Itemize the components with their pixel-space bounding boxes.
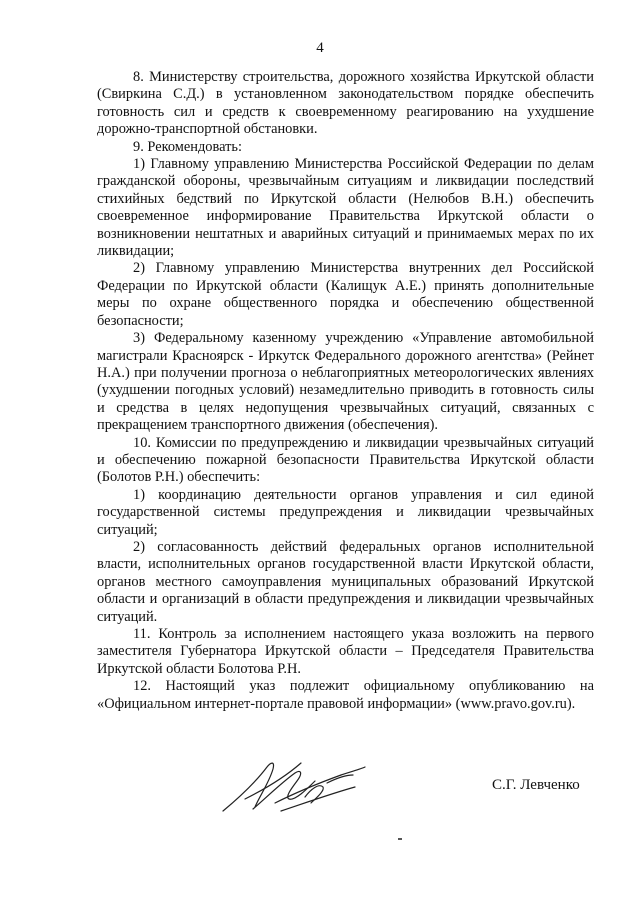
paragraph-11: 11. Контроль за исполнением настоящего указа возложить на первого заместителя Губернатора Иркутской области – Председателя Правительства Иркутской области Болотова Р.Н. [97, 626, 594, 677]
paragraph-9: 9. Рекомендовать: [133, 138, 242, 155]
handwritten-signature [215, 753, 385, 823]
page-number: 4 [316, 40, 324, 56]
signer-name: С.Г. Левченко [492, 777, 580, 793]
paragraph-9-1: 1) Главному управлению Министерства Российской Федерации по делам гражданской обороны, чрезвычайным ситуациям и ликвидации последствий стихийных бедствий по Иркутской области (Нелюбов В.Н.) обеспечить своевременное информирование Правительства Иркутской области о возникновении нештатных и аварийных ситуаций и принимаемых мерах по их ликвидации; [97, 156, 594, 260]
paragraph-10: 10. Комиссии по предупреждению и ликвидации чрезвычайных ситуаций и обеспечению пожарной безопасности Правительства Иркутской области (Болотов Р.Н.) обеспечить: [97, 434, 594, 486]
paragraph-9-3: 3) Федеральному казенному учреждению «Управление автомобильной магистрали Красноярск - Иркутск Федерального дорожного агентства» (Рейнет Н.А.) при получении прогноза о неблагоприятных метеорологических явлениях (ухудшении погодных условий) незамедлительно приводить в готовность силы и средства в целях недопущения чрезвычайных ситуаций, связанных с прекращением транспортного движения (обеспечения). [97, 330, 594, 434]
paragraph-10-2: 2) согласованность действий федеральных органов исполнительной власти, исполнительных органов государственной власти Иркутской области, органов местного самоуправления муниципальных образований Иркутской области и организаций в области предупреждения и ликвидации чрезвычайных ситуаций. [97, 538, 594, 625]
signature-icon [215, 753, 385, 823]
scan-artifact [398, 838, 402, 840]
paragraph-8: 8. Министерству строительства, дорожного хозяйства Иркутской области (Свиркина С.Д.) в установленном законодательством порядке обеспечить готовность сил и средств к своевременному реагированию на ухудшение дорожно-транспортной обстановки. [97, 69, 594, 138]
paragraph-9-2: 2) Главному управлению Министерства внутренних дел Российской Федерации по Иркутской области (Калищук А.Е.) принять дополнительные меры по охране общественного порядка и обеспечению общественной безопасности; [97, 260, 594, 329]
paragraph-10-1: 1) координацию деятельности органов управления и сил единой государственной системы предупреждения и ликвидации чрезвычайных ситуаций; [97, 486, 594, 538]
paragraph-12: 12. Настоящий указ подлежит официальному опубликованию на «Официальном интернет-портале правовой информации» (www.pravo.gov.ru). [97, 678, 594, 712]
document-body [97, 69, 594, 713]
